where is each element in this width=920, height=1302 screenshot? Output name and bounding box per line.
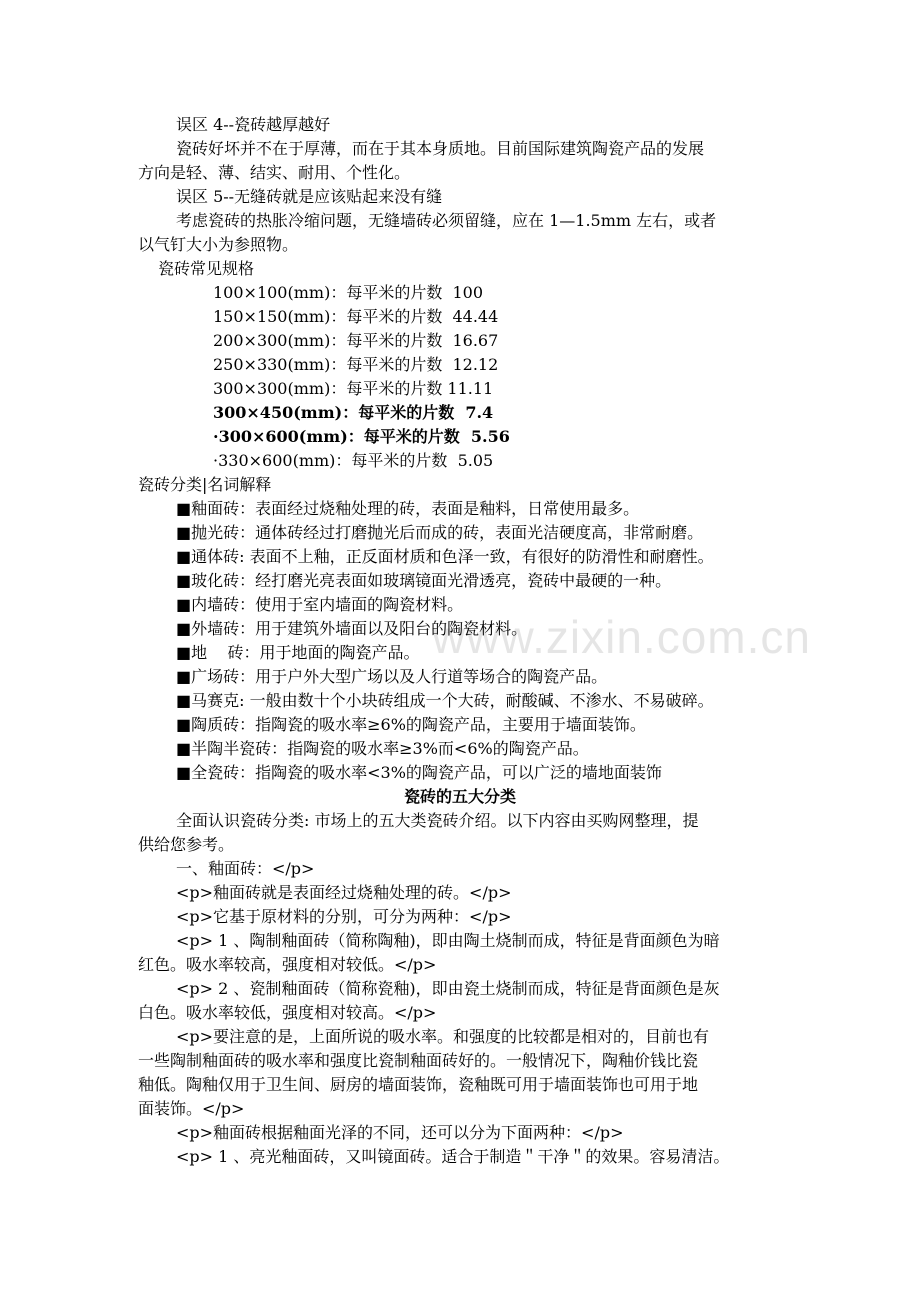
spec-row-bold: 300×450(mm)：每平米的片数 7.4 [213, 403, 494, 422]
section-title: 瓷砖的五大分类 [403, 787, 516, 806]
spec-row-bold: ·300×600(mm)：每平米的片数 5.56 [213, 427, 510, 446]
text-line: <p> 1 、亮光釉面砖，又叫镜面砖。适合于制造＂干净＂的效果。容易清洁。 [176, 1147, 730, 1166]
text-line: 误区 4--瓷砖越厚越好 [176, 115, 331, 134]
text-line: 白色。吸水率较低，强度相对较高。</p> [138, 1003, 437, 1022]
text-line: <p> 1 、陶制釉面砖（简称陶釉)，即由陶土烧制而成，特征是背面颜色为暗 [176, 931, 720, 950]
list-item: ■广场砖：用于户外大型广场以及人行道等场合的陶瓷产品。 [176, 667, 608, 686]
spec-row: 150×150(mm)：每平米的片数 44.44 [213, 307, 499, 326]
text-line: 面装饰。</p> [138, 1099, 245, 1118]
text-line: <p>要注意的是，上面所说的吸水率。和强度的比较都是相对的，目前也有 [176, 1027, 710, 1046]
list-item: ■抛光砖：通体砖经过打磨抛光后而成的砖，表面光洁硬度高，非常耐磨。 [176, 523, 704, 542]
list-item: ■马赛克: 一般由数十个小块砖组成一个大砖，耐酸碱、不渗水、不易破碎。 [176, 691, 714, 710]
text-line: 方向是轻、薄、结实、耐用、个性化。 [138, 163, 411, 182]
section-heading: 瓷砖分类|名词解释 [138, 475, 272, 494]
spec-row: 300×300(mm)：每平米的片数 11.11 [213, 379, 494, 398]
watermark: www.zixin.com.cn [432, 611, 811, 663]
text-line: 釉低。陶釉仅用于卫生间、厨房的墙面装饰，瓷釉既可用于墙面装饰也可用于地 [138, 1075, 699, 1094]
text-line: 一、釉面砖：</p> [176, 859, 315, 878]
text-line: 考虑瓷砖的热胀冷缩问题，无缝墙砖必须留缝，应在 1—1.5mm 左右，或者 [176, 211, 717, 230]
spec-row: ·330×600(mm)：每平米的片数 5.05 [213, 451, 494, 470]
text-line: 瓷砖好坏并不在于厚薄，而在于其本身质地。目前国际建筑陶瓷产品的发展 [176, 139, 705, 158]
text-line: 一些陶制釉面砖的吸水率和强度比瓷制釉面砖好的。一般情况下，陶釉价钱比瓷 [138, 1051, 699, 1070]
spec-row: 200×300(mm)：每平米的片数 16.67 [213, 331, 499, 350]
list-item: ■全瓷砖：指陶瓷的吸水率<3%的陶瓷产品，可以广泛的墙地面装饰 [176, 763, 662, 782]
spec-row: 250×330(mm)：每平米的片数 12.12 [213, 355, 499, 374]
list-item: ■地 砖：用于地面的陶瓷产品。 [176, 643, 420, 662]
list-item: ■陶质砖：指陶瓷的吸水率≥6%的陶瓷产品，主要用于墙面装饰。 [176, 715, 646, 734]
text-line: <p> 2 、瓷制釉面砖（简称瓷釉)，即由瓷土烧制而成，特征是背面颜色是灰 [176, 979, 720, 998]
spec-row: 100×100(mm)：每平米的片数 100 [213, 283, 484, 302]
text-line: <p>釉面砖就是表面经过烧釉处理的砖。</p> [176, 883, 512, 902]
text-line: <p>它基于原材料的分别，可分为两种：</p> [176, 907, 512, 926]
text-line: 全面认识瓷砖分类: 市场上的五大类瓷砖介绍。以下内容由买购网整理，提 [176, 811, 699, 830]
list-item: ■半陶半瓷砖：指陶瓷的吸水率≥3%而<6%的陶瓷产品。 [176, 739, 589, 758]
text-line: 红色。吸水率较高，强度相对较低。</p> [138, 955, 437, 974]
list-item: ■玻化砖：经打磨光亮表面如玻璃镜面光滑透亮，瓷砖中最硬的一种。 [176, 571, 672, 590]
list-item: ■外墙砖：用于建筑外墙面以及阳台的陶瓷材料。 [176, 619, 528, 638]
list-item: ■釉面砖：表面经过烧釉处理的砖，表面是釉料，日常使用最多。 [176, 499, 640, 518]
text-line: 以气钉大小为参照物。 [138, 235, 299, 254]
text-line: 供给您参考。 [138, 835, 235, 854]
list-item: ■通体砖: 表面不上釉，正反面材质和色泽一致，有很好的防滑性和耐磨性。 [176, 547, 714, 566]
text-line: <p>釉面砖根据釉面光泽的不同，还可以分为下面两种：</p> [176, 1123, 624, 1142]
section-heading: 瓷砖常见规格 [158, 259, 255, 278]
list-item: ■内墙砖：使用于室内墙面的陶瓷材料。 [176, 595, 464, 614]
text-line: 误区 5--无缝砖就是应该贴起来没有缝 [176, 187, 443, 206]
